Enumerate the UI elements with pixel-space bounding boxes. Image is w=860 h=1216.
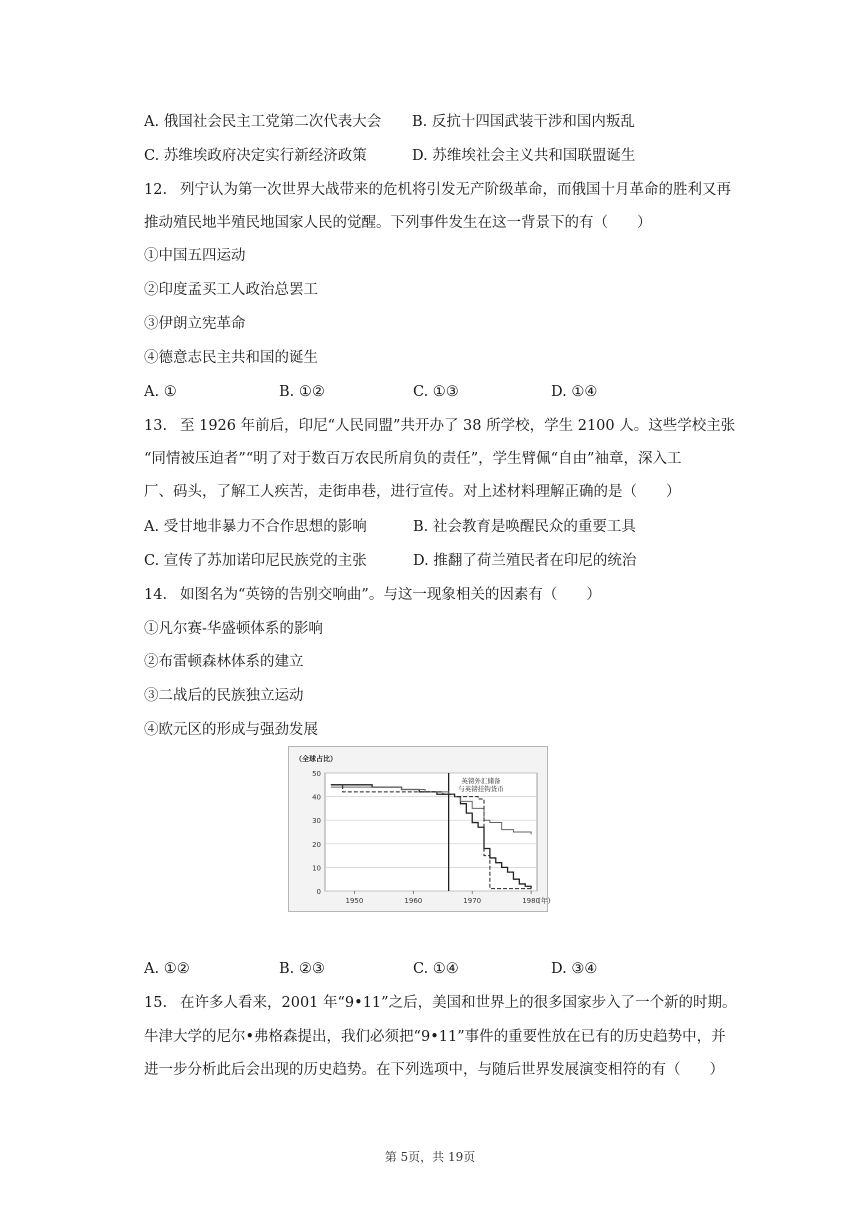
q11-option-c: C. 苏维埃政府决定实行新经济政策 bbox=[144, 148, 367, 164]
q13-stem-line2: “同情被压迫者”“明了对于数百万农民所肩负的责任”，学生臂佩“自由”袖章，深入工 bbox=[144, 451, 682, 467]
q13-option-d: D. 推翻了荷兰殖民者在印尼的统治 bbox=[413, 553, 637, 569]
plot-area bbox=[325, 773, 537, 891]
q14-item-3: ③二战后的民族独立运动 bbox=[144, 688, 304, 704]
q14-number: 14. bbox=[144, 587, 168, 603]
q14-text1: 如图名为“英镑的告别交响曲”。与这一现象相关的因素有（ ） bbox=[180, 587, 601, 603]
q14-option-c: C. ①④ bbox=[413, 961, 459, 977]
legend-entry: 与英镑挂钩货币 bbox=[458, 785, 504, 793]
q14-option-a: A. ①② bbox=[144, 961, 190, 977]
q12-number: 12. bbox=[144, 182, 168, 198]
q15-stem-line1 bbox=[144, 993, 737, 1013]
q14-item-2: ②布雷顿森林体系的建立 bbox=[144, 654, 304, 670]
q11-option-d: D. 苏维埃社会主义共和国联盟诞生 bbox=[412, 148, 636, 164]
y-tick-label: 50 bbox=[312, 770, 321, 778]
q11-option-a: A. 俄国社会民主工党第二次代表大会 bbox=[144, 114, 382, 130]
x-tick-label: 1950 bbox=[345, 897, 364, 905]
q15-number: 15. bbox=[144, 995, 168, 1011]
q12-option-d: D. ①④ bbox=[551, 384, 598, 400]
q12-item-3: ③伊朗立宪革命 bbox=[144, 316, 246, 332]
x-tick-label: 1980 bbox=[522, 897, 541, 905]
q11-option-b: B. 反抗十四国武装干涉和国内叛乱 bbox=[412, 114, 635, 130]
q13-option-c: C. 宣传了苏加诺印尼民族党的主张 bbox=[144, 553, 367, 569]
q12-option-c: C. ①③ bbox=[413, 384, 459, 400]
q12-stem-line1 bbox=[144, 180, 731, 200]
q13-text1: 至 1926 年前后，印尼“人民同盟”共开办了 38 所学校，学生 2100 人。这些学校主张 bbox=[180, 418, 736, 434]
q14-option-b: B. ②③ bbox=[279, 961, 325, 977]
q14-option-d: D. ③④ bbox=[551, 961, 598, 977]
q12-item-2: ②印度孟买工人政治总罢工 bbox=[144, 282, 318, 298]
q12-stem-line2: 推动殖民地半殖民地国家人民的觉醒。下列事件发生在这一背景下的有（ ） bbox=[144, 215, 652, 231]
y-tick-label: 20 bbox=[312, 840, 321, 849]
q15-stem-line2: 牛津大学的尼尔•弗格森提出，我们必须把“9•11”事件的重要性放在已有的历史趋势中，并 bbox=[144, 1029, 726, 1045]
q13-number: 13. bbox=[144, 418, 168, 434]
y-axis-label: （全球占比） bbox=[295, 755, 337, 763]
q13-stem-line3: 厂、码头，了解工人疾苦，走街串巷，进行宣传。对上述材料理解正确的是（ ） bbox=[144, 484, 681, 500]
x-axis-label: (年) bbox=[538, 897, 551, 905]
q14-item-4: ④欧元区的形成与强劲发展 bbox=[144, 722, 318, 738]
q13-stem-line1 bbox=[144, 416, 735, 436]
q12-text1: 列宁认为第一次世界大战带来的危机将引发无产阶级革命，而俄国十月革命的胜利又再 bbox=[180, 182, 731, 198]
q15-stem-line3: 进一步分析此后会出现的历史趋势。在下列选项中，与随后世界发展演变相符的有（ ） bbox=[144, 1062, 724, 1078]
q14-item-1: ①凡尔赛-华盛顿体系的影响 bbox=[144, 621, 323, 637]
q15-text1: 在许多人看来，2001 年“9•11”之后，美国和世界上的很多国家步入了一个新的时期。 bbox=[180, 995, 737, 1011]
q13-option-a: A. 受甘地非暴力不合作思想的影响 bbox=[144, 519, 367, 535]
x-tick-label: 1960 bbox=[404, 897, 423, 905]
pound-chart bbox=[289, 747, 551, 911]
y-tick-label: 0 bbox=[316, 888, 321, 896]
x-tick-label: 1970 bbox=[463, 897, 482, 905]
legend-entry: 英镑外汇储备 bbox=[461, 777, 501, 785]
q12-option-a: A. ① bbox=[144, 384, 177, 400]
q14-stem-line1 bbox=[144, 585, 601, 605]
y-tick-label: 40 bbox=[312, 793, 321, 802]
q13-option-b: B. 社会教育是唤醒民众的重要工具 bbox=[413, 519, 636, 535]
q12-item-4: ④德意志民主共和国的诞生 bbox=[144, 350, 318, 366]
pound-chart-figure bbox=[288, 746, 551, 912]
y-tick-label: 30 bbox=[312, 817, 321, 826]
y-tick-label: 10 bbox=[312, 864, 321, 873]
q12-option-b: B. ①② bbox=[279, 384, 325, 400]
page-footer: 第 5页，共 19页 bbox=[384, 1150, 476, 1164]
q12-item-1: ①中国五四运动 bbox=[144, 248, 246, 264]
